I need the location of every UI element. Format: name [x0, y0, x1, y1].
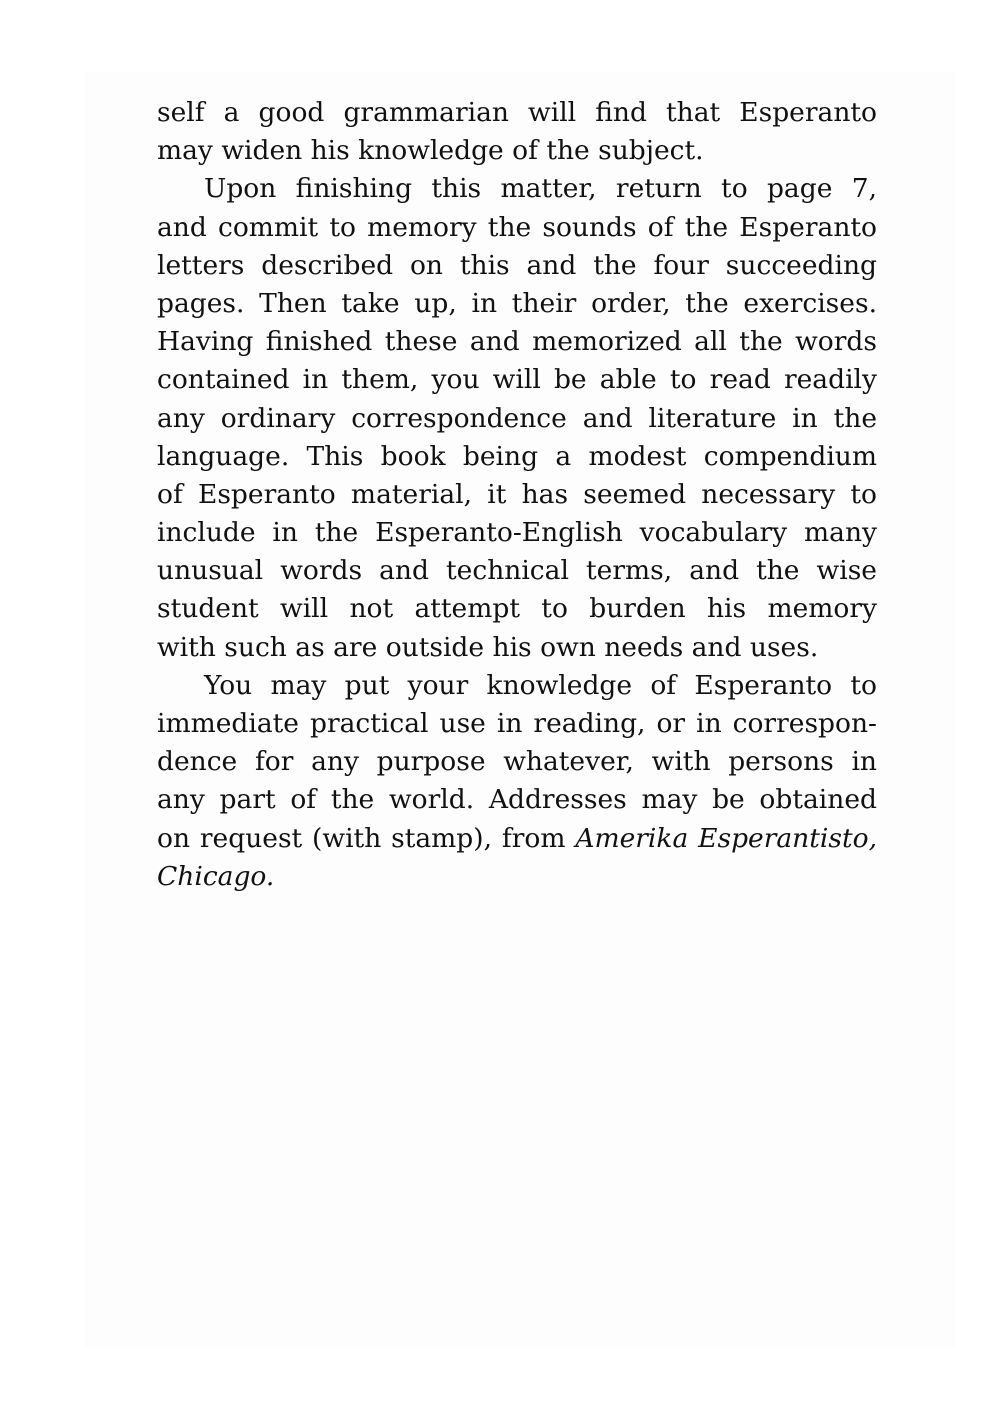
- text-line: contained in them, you will be able to read readily: [157, 364, 877, 396]
- text-line: language. This book being a modest compendium: [157, 440, 877, 472]
- text-line: [157, 820, 877, 858]
- text-line: unusual words and technical terms, and the wise: [157, 555, 877, 587]
- paragraph-1: [157, 94, 877, 170]
- text-line: Having finished these and memorized all the words: [157, 326, 877, 358]
- text-line: Upon finishing this matter, return to page 7,: [204, 173, 877, 205]
- text-line: any part of the world. Addresses may be obtained: [157, 784, 877, 816]
- text-line: You may put your knowledge of Esperanto to: [204, 669, 877, 701]
- paragraph-3: [157, 667, 877, 896]
- text-line: and commit to memory the sounds of the Esperanto: [157, 211, 877, 243]
- text-line: may widen his knowledge of the subject.: [157, 135, 704, 167]
- publication-name: Amerika Esperantisto,: [575, 822, 877, 854]
- text-line: dence for any purpose whatever, with persons in: [157, 746, 877, 778]
- text-line: with such as are outside his own needs and uses.: [157, 631, 819, 663]
- text-line: self a good grammarian will find that Esperanto: [157, 97, 877, 128]
- text-line: letters described on this and the four succeeding: [157, 249, 877, 281]
- text-line: include in the Esperanto-English vocabulary many: [157, 517, 877, 549]
- text-line: pages. Then take up, in their order, the exercises.: [157, 287, 877, 319]
- publication-city: Chicago.: [157, 860, 275, 892]
- text-line: of Esperanto material, it has seemed necessary to: [157, 478, 877, 510]
- body-text: [157, 94, 877, 896]
- text-line: immediate practical use in reading, or in correspon-: [157, 708, 877, 739]
- text-segment: on request (with stamp), from: [157, 822, 576, 854]
- text-line: student will not attempt to burden his memory: [157, 593, 877, 625]
- text-line: any ordinary correspondence and literature in the: [157, 402, 877, 434]
- paragraph-2: [157, 170, 877, 666]
